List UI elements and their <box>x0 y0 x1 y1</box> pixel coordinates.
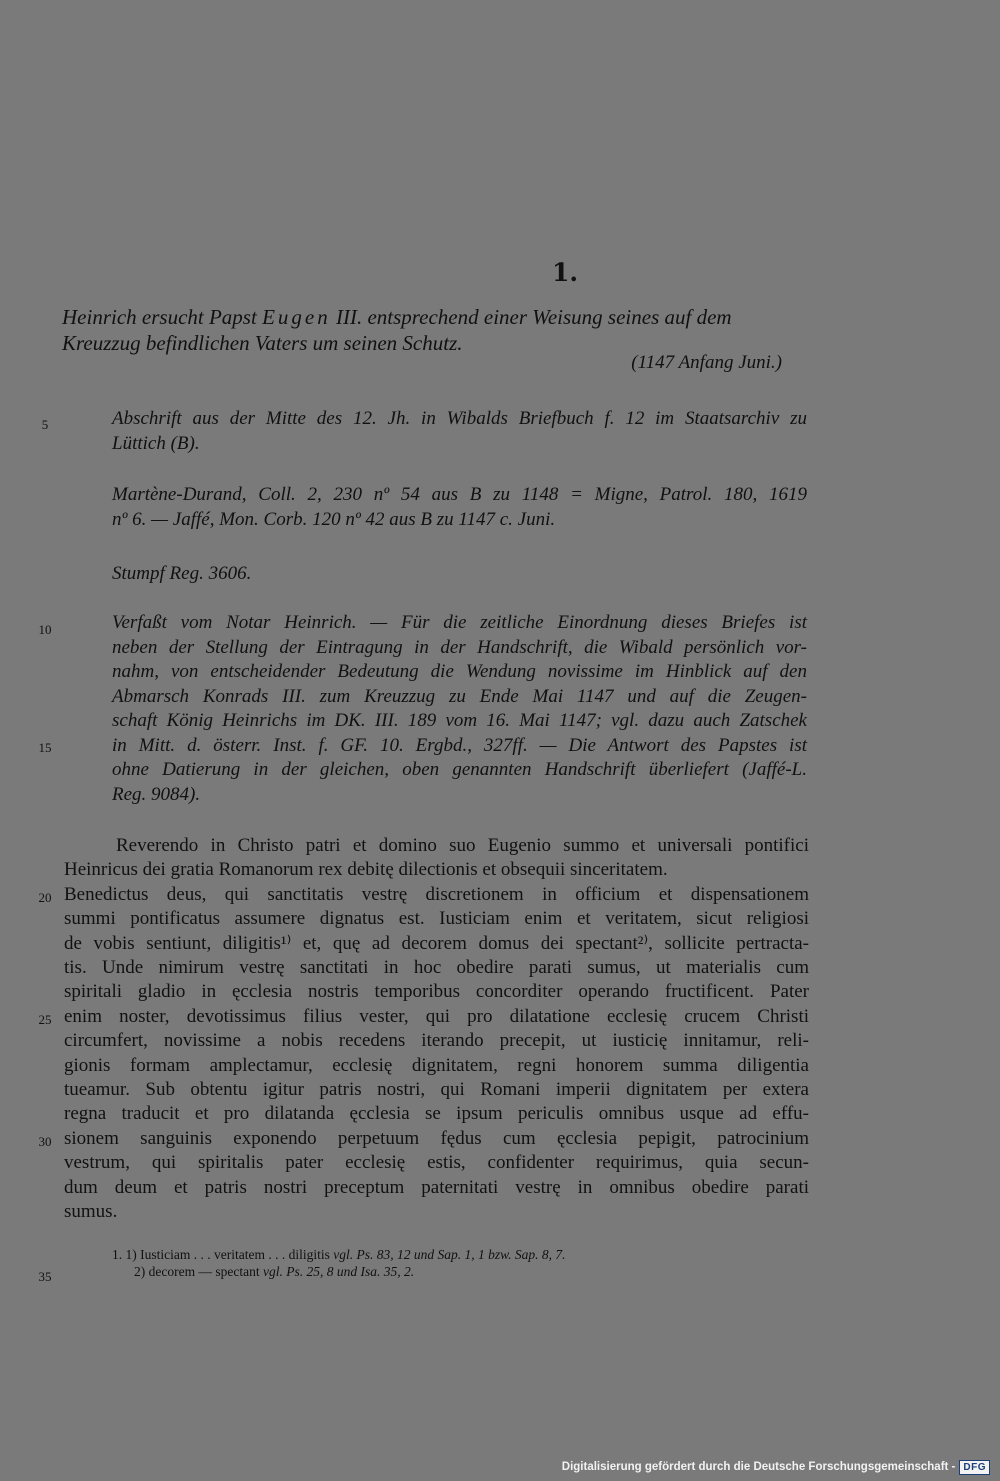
source-note: Abschrift aus der Mitte des 12. Jh. in Wibalds Briefbuch f. 12 im Staatsarchiv zu Lüttich (B). <box>112 408 807 454</box>
line-number: 30 <box>38 1134 52 1149</box>
dfg-logo-icon[interactable]: DFG <box>959 1460 990 1475</box>
footnote-2: 2) decorem — spectant vgl. Ps. 25, 8 und Isa. 35, 2. <box>134 1264 415 1279</box>
register-note: Stumpf Reg. 3606. <box>112 563 252 584</box>
editions-note: Martène-Durand, Coll. 2, 230 nº 54 aus B zu 1148 = Migne, Patrol. 180, 1619 nº 6. — Jaffé, Mon. Corb. 120 nº 42 aus B zu 1147 c. Juni. <box>112 484 807 530</box>
line-number: 35 <box>38 1269 52 1284</box>
pope-name: Eugen <box>262 305 331 329</box>
footnote-1: 1. 1) Iusticiam . . . veritatem . . . diligitis vgl. Ps. 83, 12 und Sap. 1, 1 bzw. Sap. 8, 7. <box>112 1247 566 1262</box>
regest-summary <box>62 304 807 356</box>
line-number: 15 <box>38 740 52 755</box>
line-number: 20 <box>38 890 52 905</box>
line-number: 5 <box>41 417 49 432</box>
letter-text: Reverendo in Christo patri et domino suo Eugenio summo et universali pontifici Heinricus dei gratia Romanorum rex debitę dilectionis et obsequii sinceritatem. Benedictus deus, qui sanctitatis vestrę discretionem in officium et dispensationem summi pontificatus assumere dignatus est. Iusticiam enim et veritatem, sicut religiosi de vobis sentiunt, diligitis¹⁾ et, quę ad decorem domus dei spectant²⁾, sollicite pertracta- tis. Unde nimirum vestrę sanctitati in hoc obedire parati sumus, ut materialis cum spiritali gladio in ęcclesia nostris temporibus concorditer operando fructificent. Pater enim noster, devotissimus filius vester, qui pro dilatatione ecclesię crucem Christi circumfert, novissime a nobis recedens iterando precepit, ut iusticię innitamur, reli- gionis formam amplectamur, ecclesię dignitatem, regni honorem summa diligentia tueamur. Sub obtentu igitur patris nostri, qui Romani imperii dignitatem per extera regna traducit et pro dilatanda ęcclesia se ipsum periculis omnibus usque ad effu- sionem sanguinis exponendo perpetuum fędus cum ęcclesia pepigit, patrocinium vestrum, qui spiritalis pater ecclesię estis, confidenter requirimus, quia secun- dum deum et patris nostri preceptum paternitati vestrę in omnibus obedire parati sumus. <box>64 835 809 1223</box>
funding-footer <box>562 1459 990 1475</box>
regest-line-2: Kreuzzug befindlichen Vaters um seinen Schutz. <box>62 331 463 355</box>
funding-text: Digitalisierung gefördert durch die Deutsche Forschungsgemeinschaft - <box>561 1461 956 1473</box>
line-number: 10 <box>38 622 52 637</box>
regest-line-1: Heinrich ersucht Papst Eugen III. entsprechend einer Weisung seines auf dem <box>62 305 732 329</box>
regest-date: (1147 Anfang Juni.) <box>631 352 782 373</box>
document-number: 1. <box>551 258 579 287</box>
commentary: Verfaßt vom Notar Heinrich. — Für die zeitliche Einordnung dieses Briefes ist neben der Stellung der Eintragung in der Handschrift, die Wibald persönlich vor- nahm, von entscheidender Bedeutung die Wendung novissime im Hinblick auf den Abmarsch Konrads III. zum Kreuzzug zu Ende Mai 1147 und auf die Zeugen- schaft König Heinrichs im DK. III. 189 vom 16. Mai 1147; vgl. dazu auch Zatschek in Mitt. d. österr. Inst. f. GF. 10. Ergbd., 327ff. — Die Antwort des Papstes ist ohne Datierung in der gleichen, oben genannten Handschrift überliefert (Jaffé-L. Reg. 9084). <box>112 612 807 805</box>
line-number: 25 <box>38 1012 52 1027</box>
